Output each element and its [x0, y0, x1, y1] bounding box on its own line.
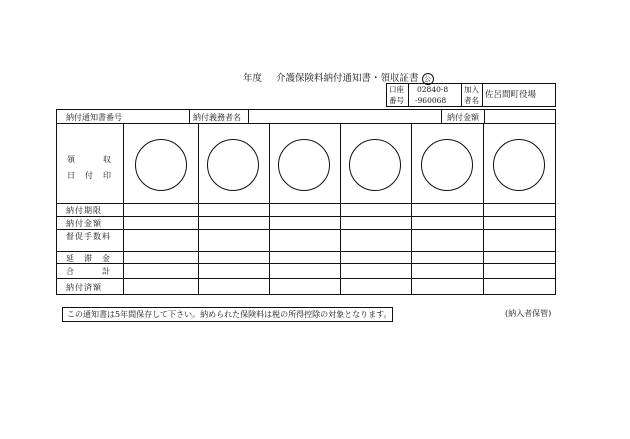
payment-form-table [56, 109, 556, 295]
col-divider-6 [483, 123, 484, 294]
date-stamp-circle [493, 139, 545, 191]
date-stamp-circle [135, 139, 187, 191]
payee-name: 佐呂間町役場 [485, 90, 537, 100]
fiscal-year-label: 年度 [243, 73, 263, 84]
date-stamp-circle [349, 139, 401, 191]
row-label-late-fee: 延 滞 金 [66, 254, 111, 263]
account-number-1: 02840-8 [417, 85, 449, 94]
payee-label-2: 者名 [464, 96, 479, 105]
account-label-1: 口座 [389, 85, 404, 94]
official-seal-icon: 公 [422, 73, 434, 85]
row-divider [57, 216, 555, 217]
row-label-payment-amount: 納付金額 [66, 219, 102, 228]
account-info-box [386, 83, 556, 107]
row-divider [57, 263, 555, 264]
col-divider-1 [123, 123, 124, 294]
col-divider-4 [340, 123, 341, 294]
col-divider-2 [198, 123, 199, 294]
obligor-name-label: 納付義務者名 [193, 113, 241, 122]
row-label-paid-amount: 納付済額 [66, 283, 102, 292]
header-divider-4 [484, 110, 485, 123]
col-divider-3 [269, 123, 270, 294]
payee-name-cell [483, 84, 555, 106]
date-stamp-circle [207, 139, 259, 191]
row-label-total: 合 計 [66, 267, 111, 276]
row-divider [57, 229, 555, 230]
header-row-divider [57, 123, 555, 124]
account-number-cell [409, 84, 462, 106]
header-divider-3 [441, 110, 442, 123]
header-divider-1 [189, 110, 190, 123]
payee-label-cell [462, 84, 483, 106]
notice-number-label: 納付通知書番号 [66, 113, 122, 122]
col-divider-5 [411, 123, 412, 294]
amount-label: 納付金額 [447, 113, 479, 122]
receipt-label-1: 領 収 [67, 155, 112, 164]
row-label-due-date: 納付期限 [66, 206, 102, 215]
account-label-cell [387, 84, 409, 106]
row-divider [57, 203, 555, 204]
document-title: 介護保険料納付通知書・領収証書 [276, 73, 419, 84]
account-label-2: 番号 [389, 96, 404, 105]
row-label-reminder-fee: 督促手数料 [66, 232, 111, 241]
row-divider [57, 278, 555, 279]
date-stamp-circle [278, 139, 330, 191]
payer-copy-label: (納入者保管) [505, 309, 552, 318]
retention-notice: この通知書は5年間保存して下さい。納められた保険料は税の所得控除の対象となります。 [62, 307, 393, 322]
payee-label-1: 加入 [464, 85, 479, 94]
account-number-2: -960068 [415, 96, 447, 105]
row-divider [57, 251, 555, 252]
receipt-label-2: 日 付 印 [67, 171, 112, 180]
header-divider-2 [248, 110, 249, 123]
date-stamp-circle [421, 139, 473, 191]
